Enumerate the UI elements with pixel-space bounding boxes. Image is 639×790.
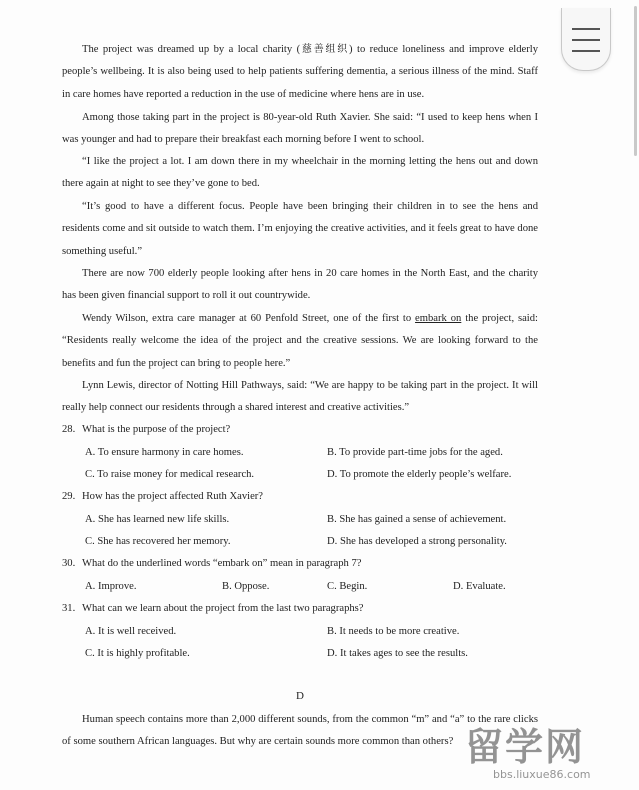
paragraph-1-text-b: ) to reduce loneliness and improve elderly people’s wellbeing. It is also being used to help patients suffering dementia, a serious illness of the mind. Staff in care homes have reported a reduction in the use of medicine where hens are in use. — [62, 44, 539, 100]
paragraph-3-text: “I like the project a lot. I am down there in my wheelchair in the morning letting the hens out and down there again at night to see they’ve gone to bed. — [62, 156, 538, 190]
question-number: 28. — [62, 424, 76, 435]
question-stem: What can we learn about the project from the last two paragraphs? — [82, 603, 364, 614]
question-number: 31. — [62, 603, 76, 614]
chinese-gloss: 慈善组织 — [300, 44, 350, 55]
option-29-b: B. She has gained a sense of achievement. — [327, 514, 507, 525]
question-stem: What do the underlined words “embark on” mean in paragraph 7? — [82, 558, 362, 569]
section-heading: D — [296, 690, 304, 702]
question-28 — [62, 419, 538, 441]
watermark — [465, 726, 635, 786]
option-29-d: D. She has developed a strong personality. — [327, 536, 507, 547]
option-30-b: B. Oppose. — [222, 581, 270, 592]
option-28-c: C. To raise money for medical research. — [85, 469, 255, 480]
option-30-d: D. Evaluate. — [453, 581, 506, 592]
paragraph-1-text-a: The project was dreamed up by a local charity ( — [82, 44, 301, 55]
watermark-logo-text: 留学网 — [465, 725, 586, 769]
paragraph-4 — [62, 196, 538, 263]
paragraph-6-text-a: Wendy Wilson, extra care manager at 60 Penfold Street, one of the first to — [82, 313, 416, 324]
paragraph-5-text: There are now 700 elderly people looking after hens in 20 care homes in the North East, and the charity has been given financial support to roll it out countrywide. — [62, 268, 538, 302]
option-31-d: D. It takes ages to see the results. — [327, 648, 468, 659]
question-number: 30. — [62, 558, 76, 569]
option-30-a: A. Improve. — [85, 581, 137, 592]
question-29 — [62, 486, 538, 508]
paragraph-7 — [62, 375, 538, 420]
underlined-words: embark on — [415, 313, 462, 324]
menu-button[interactable] — [561, 8, 611, 71]
question-31 — [62, 598, 538, 620]
question-number: 29. — [62, 491, 76, 502]
paragraph-1 — [62, 39, 538, 106]
option-28-b: B. To provide part-time jobs for the aged. — [327, 447, 503, 458]
option-29-a: A. She has learned new life skills. — [85, 514, 230, 525]
paragraph-6 — [62, 308, 538, 375]
question-stem: What is the purpose of the project? — [82, 424, 231, 435]
paragraph-2 — [62, 107, 538, 152]
option-31-c: C. It is highly profitable. — [85, 648, 190, 659]
paragraph-4-text: “It’s good to have a different focus. People have been bringing their children in to see the hens and residents come and sit outside to watch them. I’m enjoying the creative activities, and it feels great to have done something useful.” — [62, 201, 538, 257]
section-d-text: Human speech contains more than 2,000 different sounds, from the common “m” and “a” to the rare clicks of some southern African languages. But why are certain sounds more common than others? — [62, 714, 538, 748]
option-30-c: C. Begin. — [327, 581, 368, 592]
paragraph-3 — [62, 151, 538, 196]
paragraph-6-text-b: the project, said: “Residents really welcome the idea of the project and the creative sessions. We are looking forward to the benefits and fun the project can bring to people here.” — [62, 313, 538, 369]
scrollbar[interactable] — [634, 6, 637, 156]
watermark-url: bbs.liuxue86.com — [493, 768, 591, 781]
question-30 — [62, 553, 538, 575]
option-29-c: C. She has recovered her memory. — [85, 536, 231, 547]
paragraph-2-text: Among those taking part in the project is 80-year-old Ruth Xavier. She said: “I used to keep hens when I was younger and had to prepare their breakfast each morning before I went to school. — [62, 112, 538, 146]
option-31-a: A. It is well received. — [85, 626, 177, 637]
paragraph-7-text: Lynn Lewis, director of Notting Hill Pathways, said: “We are happy to be taking part in the project. It will really help connect our residents through a shared interest and creative activities.” — [62, 380, 538, 414]
option-28-d: D. To promote the elderly people’s welfare. — [327, 469, 512, 480]
option-28-a: A. To ensure harmony in care homes. — [85, 447, 244, 458]
paragraph-5 — [62, 263, 538, 308]
question-stem: How has the project affected Ruth Xavier? — [82, 491, 264, 502]
option-31-b: B. It needs to be more creative. — [327, 626, 460, 637]
